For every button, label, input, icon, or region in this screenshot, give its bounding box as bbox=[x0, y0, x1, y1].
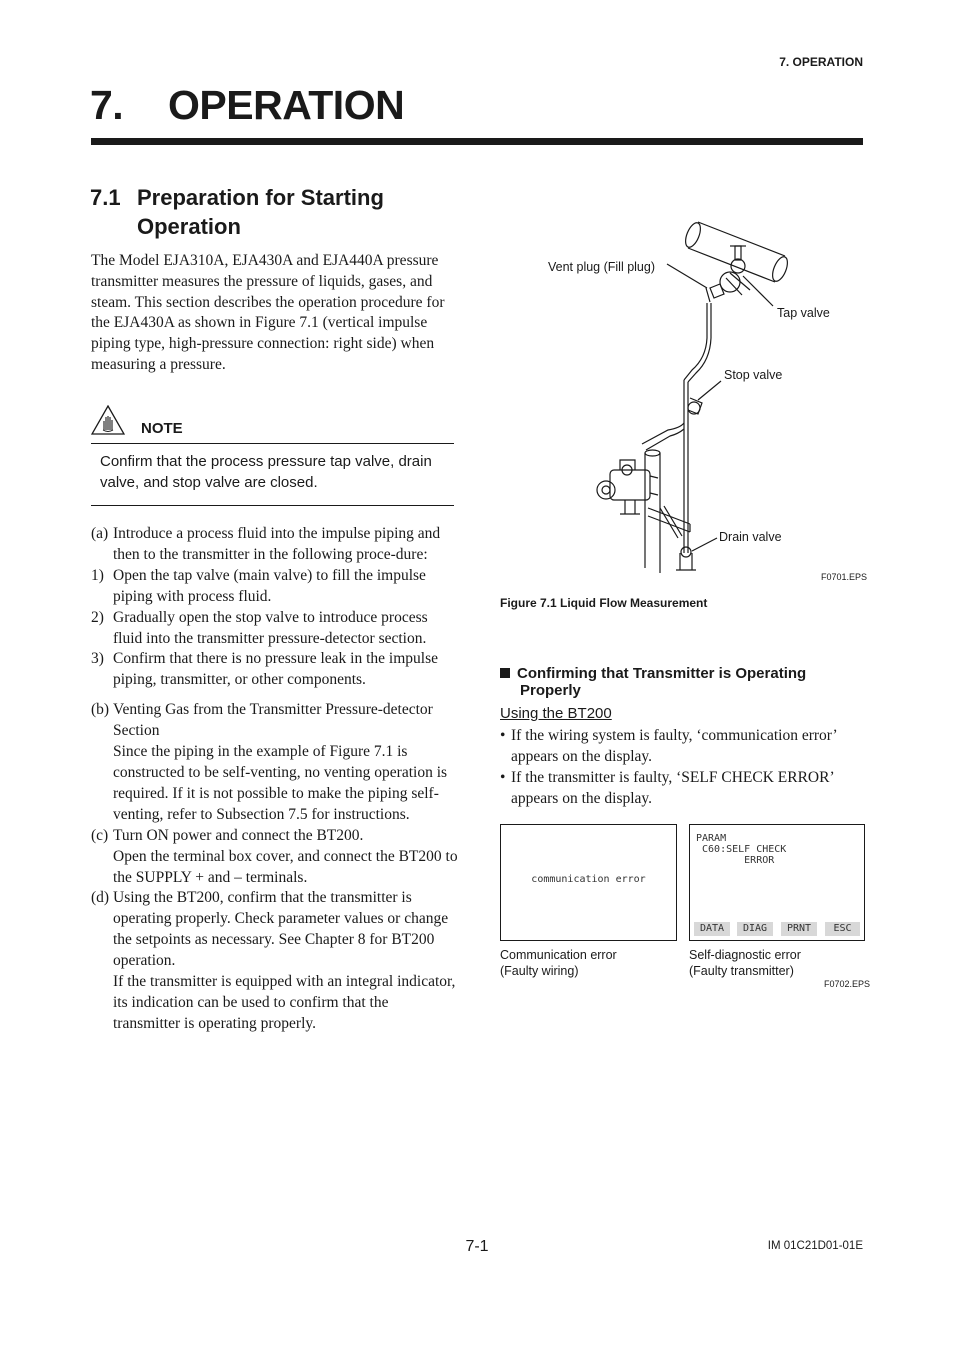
screen-error-line: ERROR bbox=[696, 855, 775, 866]
vent-plug-label: Vent plug (Fill plug) bbox=[548, 260, 656, 274]
note-text: Confirm that the process pressure tap valve, drain valve, and stop valve are closed. bbox=[100, 453, 432, 491]
step-item: Open the terminal box cover, and connect the BT200 to the SUPPLY + and – terminals. bbox=[113, 847, 458, 886]
chapter-rule bbox=[91, 138, 863, 145]
communication-error-caption: Communication error (Faulty wiring) bbox=[500, 948, 617, 978]
confirm-heading: Confirming that Transmitter is Operating Properly bbox=[500, 665, 870, 699]
section-number: 7.1 bbox=[90, 185, 121, 210]
bullet-item: • If the transmitter is faulty, ‘SELF CHECK ERROR’ appears on the display. bbox=[500, 769, 834, 807]
step-item: 3) Confirm that there is no pressure leak in the impulse piping, transmitter, or other components. bbox=[91, 650, 438, 689]
communication-error-screen bbox=[500, 824, 677, 941]
step-item: (a) Introduce a process fluid into the impulse piping and then to the transmitter in the following proce-dure: bbox=[91, 525, 441, 563]
bullet-item: • If the wiring system is faulty, ‘communication error’ appears on the display. bbox=[500, 727, 837, 765]
figure1-caption: Figure 7.1 Liquid Flow Measurement bbox=[500, 596, 708, 610]
step-item: (b) Venting Gas from the Transmitter Pressure-detector Section bbox=[91, 701, 433, 740]
chapter-title bbox=[90, 82, 404, 129]
procedure-steps bbox=[91, 524, 459, 1035]
self-check-error-caption: Self-diagnostic error (Faulty transmitter) bbox=[689, 948, 801, 978]
diag-key[interactable]: DIAG bbox=[737, 922, 773, 936]
prnt-key[interactable]: PRNT bbox=[781, 922, 817, 936]
square-bullet-icon bbox=[500, 668, 510, 678]
step-item: Since the piping in the example of Figure 7.1 is constructed to be self-venting, no venting operation is required. If it is not possible to make the piping self-venting, refer to Subsection 7.5 for instructions. bbox=[113, 743, 448, 823]
tap-valve-label: Tap valve bbox=[777, 306, 830, 320]
note-box bbox=[91, 405, 454, 443]
section-title-line1: Preparation for Starting bbox=[137, 185, 384, 210]
section-title-line2: Operation bbox=[137, 214, 241, 239]
drain-valve-label: Drain valve bbox=[719, 530, 782, 544]
section-title bbox=[90, 183, 460, 241]
document-id: IM 01C21D01-01E bbox=[767, 1240, 863, 1252]
communication-error-text: communication error bbox=[531, 874, 646, 885]
data-key[interactable]: DATA bbox=[694, 922, 730, 936]
stop-valve-label: Stop valve bbox=[724, 368, 783, 382]
note-top-rule bbox=[91, 443, 454, 444]
intro-paragraph: The Model EJA310A, EJA430A and EJA440A pressure transmitter measures the pressure of liquids, gases, and steam. This section describes the operation procedure for the EJA430A as shown in Figure 7.1 (vertical impulse piping type, high-pressure connection: right side) when measuring a pressure. bbox=[91, 252, 445, 373]
page-number: 7-1 bbox=[465, 1238, 489, 1255]
chapter-number: 7. bbox=[90, 82, 124, 128]
screen-self-check-line: C60:SELF CHECK bbox=[696, 844, 787, 855]
caution-hand-icon bbox=[91, 405, 125, 435]
running-head: 7. OPERATION bbox=[779, 55, 863, 69]
step-item: (d) Using the BT200, confirm that the transmitter is operating properly. Check parameter values or change the setpoints as necessary. See Chapter 8 for BT200 operation. bbox=[91, 889, 449, 970]
screen-param-line: PARAM bbox=[696, 833, 727, 844]
step-item: 1) Open the tap valve (main valve) to fill the impulse piping with process fluid. bbox=[91, 566, 426, 605]
using-bt200-label: Using the BT200 bbox=[500, 705, 612, 722]
self-check-error-screen bbox=[689, 824, 865, 941]
note-bottom-rule bbox=[91, 505, 454, 506]
figure1-file-id: F0701.EPS bbox=[821, 572, 868, 582]
note-label: NOTE bbox=[141, 420, 183, 437]
chapter-title-text: OPERATION bbox=[168, 82, 405, 128]
figure2-file-id: F0702.EPS bbox=[824, 979, 871, 989]
step-item: (c) Turn ON power and connect the BT200. bbox=[91, 826, 364, 844]
step-item: If the transmitter is equipped with an integral indicator, its indication can be used to confirm that the transmitter is operating properly. bbox=[113, 973, 456, 1032]
esc-key[interactable]: ESC bbox=[825, 922, 860, 936]
step-item: 2) Gradually open the stop valve to introduce process fluid into the transmitter pressure-detector section. bbox=[91, 608, 428, 647]
confirm-bullets bbox=[500, 725, 865, 809]
